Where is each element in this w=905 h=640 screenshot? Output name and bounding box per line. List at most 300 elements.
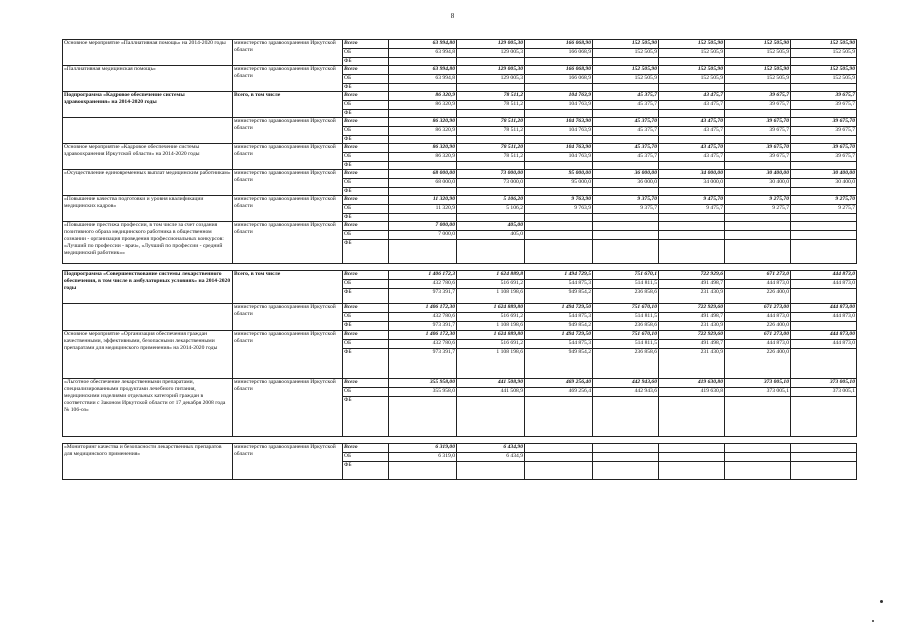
amount-cell bbox=[791, 136, 857, 144]
funding-type-cell: ФБ bbox=[343, 58, 389, 66]
amount-cell: 152 505,9 bbox=[725, 75, 791, 84]
amount-cell: 751 670,10 bbox=[593, 304, 659, 313]
amount-cell: 671 273,00 bbox=[725, 304, 791, 313]
amount-cell bbox=[525, 462, 593, 480]
amount-cell bbox=[791, 214, 857, 222]
amount-cell: 7 000,00 bbox=[389, 222, 457, 231]
amount-cell: 152 505,9 bbox=[593, 49, 659, 58]
amount-cell: 373 005,1 bbox=[725, 388, 791, 397]
amount-cell: 444 873,0 bbox=[791, 313, 857, 322]
amount-cell: 78 511,20 bbox=[457, 144, 525, 153]
amount-cell bbox=[791, 240, 857, 264]
amount-cell bbox=[525, 162, 593, 170]
amount-cell: 11 320,90 bbox=[389, 196, 457, 205]
amount-cell: 405,00 bbox=[457, 222, 525, 231]
amount-cell: 231 430,9 bbox=[659, 349, 725, 379]
amount-cell bbox=[659, 188, 725, 196]
amount-cell bbox=[659, 231, 725, 240]
measure-name-cell: Основное мероприятие «Кадровое обеспечение системы здравоохранения Иркутской области» на 2014-2020 годы bbox=[63, 144, 233, 170]
amount-cell bbox=[791, 322, 857, 331]
amount-cell: 43 475,7 bbox=[659, 153, 725, 162]
amount-cell: 86 320,9 bbox=[389, 92, 457, 101]
spacer-row bbox=[63, 437, 857, 444]
funding-type-cell: ОБ bbox=[343, 340, 389, 349]
funding-type-cell: ОБ bbox=[343, 313, 389, 322]
scan-dot bbox=[880, 600, 883, 603]
spacer-cell bbox=[63, 437, 857, 444]
amount-cell bbox=[659, 453, 725, 462]
amount-cell bbox=[791, 397, 857, 437]
amount-cell bbox=[457, 136, 525, 144]
funding-type-cell: Всего bbox=[343, 92, 389, 101]
amount-cell bbox=[725, 58, 791, 66]
amount-cell: 78 511,20 bbox=[457, 118, 525, 127]
funding-type-cell: Всего bbox=[343, 444, 389, 453]
amount-cell: 236 858,6 bbox=[593, 289, 659, 304]
amount-cell: 444 873,0 bbox=[791, 340, 857, 349]
amount-cell bbox=[725, 110, 791, 118]
amount-cell bbox=[389, 136, 457, 144]
funding-type-cell: ОБ bbox=[343, 75, 389, 84]
funding-type-cell: ОБ bbox=[343, 153, 389, 162]
funding-type-cell: Всего bbox=[343, 304, 389, 313]
amount-cell: 129 005,3 bbox=[457, 75, 525, 84]
executor-cell: Всего, в том числе bbox=[233, 92, 343, 118]
amount-cell: 152 505,9 bbox=[791, 75, 857, 84]
amount-cell: 39 675,7 bbox=[725, 92, 791, 101]
amount-cell bbox=[791, 453, 857, 462]
amount-cell: 73 000,0 bbox=[457, 179, 525, 188]
amount-cell: 95 000,0 bbox=[525, 179, 593, 188]
amount-cell: 5 106,20 bbox=[457, 196, 525, 205]
amount-cell: 166 068,9 bbox=[525, 75, 593, 84]
amount-cell bbox=[725, 397, 791, 437]
amount-cell bbox=[791, 58, 857, 66]
amount-cell bbox=[593, 231, 659, 240]
funding-type-cell: ОБ bbox=[343, 49, 389, 58]
funding-type-cell: Всего bbox=[343, 331, 389, 340]
amount-cell: 444 873,00 bbox=[791, 331, 857, 340]
measure-name-cell: Подпрограмма «Кадровое обеспечение системы здравоохранения» на 2014-2020 годы bbox=[63, 92, 233, 118]
measure-name-cell: «Льготное обеспечение лекарственными препаратами, специализированными продуктами лечебного питания, медицинскими изделиями отдельных категорий граждан в соответствии с Законом Иркутской области от 17 декабря 2008 года № 106-оз» bbox=[63, 379, 233, 437]
budget-table bbox=[62, 39, 857, 480]
amount-cell: 45 375,7 bbox=[593, 127, 659, 136]
amount-cell bbox=[791, 110, 857, 118]
amount-cell: 45 375,70 bbox=[593, 144, 659, 153]
amount-cell: 86 320,90 bbox=[389, 144, 457, 153]
funding-type-cell: Всего bbox=[343, 379, 389, 388]
amount-cell bbox=[593, 397, 659, 437]
amount-cell: 973 391,7 bbox=[389, 289, 457, 304]
measure-name-cell: «Паллиативная медицинская помощь» bbox=[63, 66, 233, 92]
amount-cell: 671 273,00 bbox=[725, 331, 791, 340]
amount-cell: 45 375,7 bbox=[593, 92, 659, 101]
amount-cell bbox=[593, 188, 659, 196]
amount-cell: 68 000,0 bbox=[389, 179, 457, 188]
funding-type-cell: Всего bbox=[343, 170, 389, 179]
amount-cell: 78 511,2 bbox=[457, 127, 525, 136]
amount-cell: 973 391,7 bbox=[389, 349, 457, 379]
amount-cell bbox=[791, 84, 857, 92]
amount-cell bbox=[525, 444, 593, 453]
table-row bbox=[63, 170, 857, 179]
amount-cell: 129 005,3 bbox=[457, 49, 525, 58]
amount-cell bbox=[525, 110, 593, 118]
amount-cell: 441 508,9 bbox=[457, 388, 525, 397]
amount-cell: 949 854,2 bbox=[525, 349, 593, 379]
amount-cell bbox=[457, 188, 525, 196]
amount-cell: 1 108 198,6 bbox=[457, 349, 525, 379]
amount-cell bbox=[389, 214, 457, 222]
amount-cell: 152 505,9 bbox=[659, 75, 725, 84]
funding-type-cell: ОБ bbox=[343, 179, 389, 188]
amount-cell: 39 675,70 bbox=[725, 118, 791, 127]
amount-cell: 226 400,0 bbox=[725, 289, 791, 304]
table-row bbox=[63, 331, 857, 340]
amount-cell: 9 275,7 bbox=[725, 205, 791, 214]
amount-cell bbox=[659, 110, 725, 118]
amount-cell: 514 811,5 bbox=[593, 340, 659, 349]
funding-type-cell: ФБ bbox=[343, 349, 389, 379]
amount-cell bbox=[593, 453, 659, 462]
amount-cell: 7 000,0 bbox=[389, 231, 457, 240]
amount-cell: 104 763,9 bbox=[525, 127, 593, 136]
amount-cell: 6 319,0 bbox=[389, 453, 457, 462]
amount-cell: 43 475,7 bbox=[659, 101, 725, 110]
amount-cell: 152 505,90 bbox=[659, 40, 725, 49]
funding-type-cell: ФБ bbox=[343, 188, 389, 196]
amount-cell bbox=[659, 214, 725, 222]
amount-cell: 516 691,2 bbox=[457, 280, 525, 289]
amount-cell: 68 000,00 bbox=[389, 170, 457, 179]
executor-cell: министерство здравоохранения Иркутской области bbox=[233, 444, 343, 480]
amount-cell: 39 675,70 bbox=[791, 144, 857, 153]
amount-cell bbox=[791, 349, 857, 379]
amount-cell bbox=[457, 397, 525, 437]
amount-cell: 1 406 172,30 bbox=[389, 331, 457, 340]
amount-cell: 152 505,90 bbox=[791, 66, 857, 75]
amount-cell bbox=[457, 214, 525, 222]
amount-cell: 63 994,8 bbox=[389, 49, 457, 58]
measure-name-cell: Основное мероприятие «Организация обеспечения граждан качественными, эффективными, безопасными лекарственными препаратами для медицинского применения» на 2014-2020 годы bbox=[63, 331, 233, 379]
measure-name-cell bbox=[63, 304, 233, 331]
amount-cell: 231 430,9 bbox=[659, 322, 725, 331]
amount-cell bbox=[525, 453, 593, 462]
amount-cell: 152 505,90 bbox=[791, 40, 857, 49]
amount-cell bbox=[725, 136, 791, 144]
amount-cell bbox=[659, 240, 725, 264]
amount-cell: 166 068,90 bbox=[525, 66, 593, 75]
amount-cell: 491 498,7 bbox=[659, 340, 725, 349]
amount-cell bbox=[525, 214, 593, 222]
amount-cell: 236 858,6 bbox=[593, 322, 659, 331]
amount-cell: 1 624 889,80 bbox=[457, 304, 525, 313]
amount-cell: 1 494 729,50 bbox=[525, 331, 593, 340]
funding-type-cell: ФБ bbox=[343, 397, 389, 437]
amount-cell: 166 068,9 bbox=[525, 49, 593, 58]
amount-cell: 1 494 729,50 bbox=[525, 304, 593, 313]
measure-name-cell: Подпрограмма «Совершенствование системы лекарственного обеспечения, в том числе в амбулаторных условиях» на 2014-2020 годы bbox=[63, 271, 233, 304]
amount-cell: 442 943,60 bbox=[593, 379, 659, 388]
amount-cell: 104 763,90 bbox=[525, 144, 593, 153]
amount-cell: 86 320,90 bbox=[389, 118, 457, 127]
table-row bbox=[63, 92, 857, 101]
amount-cell bbox=[659, 136, 725, 144]
executor-cell: министерство здравоохранения Иркутской области bbox=[233, 331, 343, 379]
amount-cell bbox=[725, 162, 791, 170]
amount-cell: 544 875,3 bbox=[525, 340, 593, 349]
amount-cell: 63 994,80 bbox=[389, 66, 457, 75]
amount-cell: 226 400,0 bbox=[725, 349, 791, 379]
amount-cell: 444 873,0 bbox=[791, 280, 857, 289]
amount-cell bbox=[791, 231, 857, 240]
amount-cell: 152 505,9 bbox=[593, 75, 659, 84]
executor-cell: министерство здравоохранения Иркутской области bbox=[233, 40, 343, 66]
amount-cell: 45 375,7 bbox=[593, 153, 659, 162]
amount-cell: 129 005,30 bbox=[457, 40, 525, 49]
funding-type-cell: Всего bbox=[343, 144, 389, 153]
table-row bbox=[63, 66, 857, 75]
amount-cell: 722 929,6 bbox=[659, 271, 725, 280]
table-row bbox=[63, 444, 857, 453]
amount-cell bbox=[389, 397, 457, 437]
amount-cell: 722 929,60 bbox=[659, 331, 725, 340]
amount-cell bbox=[389, 462, 457, 480]
amount-cell: 73 000,00 bbox=[457, 170, 525, 179]
amount-cell: 1 406 172,3 bbox=[389, 271, 457, 280]
amount-cell bbox=[659, 444, 725, 453]
amount-cell bbox=[457, 58, 525, 66]
amount-cell: 86 320,9 bbox=[389, 153, 457, 162]
executor-cell: министерство здравоохранения Иркутской области bbox=[233, 118, 343, 144]
funding-type-cell: ФБ bbox=[343, 84, 389, 92]
funding-type-cell: Всего bbox=[343, 118, 389, 127]
amount-cell bbox=[791, 162, 857, 170]
amount-cell: 43 475,70 bbox=[659, 144, 725, 153]
amount-cell: 86 320,9 bbox=[389, 127, 457, 136]
funding-type-cell: Всего bbox=[343, 66, 389, 75]
amount-cell: 9 275,70 bbox=[725, 196, 791, 205]
amount-cell: 226 400,0 bbox=[725, 322, 791, 331]
amount-cell: 104 763,9 bbox=[525, 153, 593, 162]
amount-cell: 39 675,70 bbox=[791, 118, 857, 127]
amount-cell bbox=[525, 240, 593, 264]
amount-cell: 104 763,9 bbox=[525, 92, 593, 101]
funding-type-cell: ФБ bbox=[343, 214, 389, 222]
amount-cell: 152 505,90 bbox=[593, 66, 659, 75]
amount-cell: 152 505,9 bbox=[659, 49, 725, 58]
funding-type-cell: ФБ bbox=[343, 110, 389, 118]
executor-cell: министерство здравоохранения Иркутской области bbox=[233, 66, 343, 92]
funding-type-cell: Всего bbox=[343, 222, 389, 231]
executor-cell: министерство здравоохранения Иркутской области bbox=[233, 144, 343, 170]
amount-cell: 39 675,7 bbox=[725, 127, 791, 136]
amount-cell: 491 498,7 bbox=[659, 313, 725, 322]
amount-cell bbox=[725, 462, 791, 480]
table-row bbox=[63, 379, 857, 388]
amount-cell: 1 624 889,8 bbox=[457, 271, 525, 280]
amount-cell: 751 670,10 bbox=[593, 331, 659, 340]
amount-cell: 516 691,2 bbox=[457, 313, 525, 322]
table-row bbox=[63, 144, 857, 153]
amount-cell: 751 670,1 bbox=[593, 271, 659, 280]
amount-cell: 516 691,2 bbox=[457, 340, 525, 349]
amount-cell bbox=[593, 136, 659, 144]
amount-cell: 722 929,60 bbox=[659, 304, 725, 313]
amount-cell: 444 873,00 bbox=[791, 304, 857, 313]
amount-cell bbox=[659, 162, 725, 170]
amount-cell: 166 068,90 bbox=[525, 40, 593, 49]
funding-type-cell: Всего bbox=[343, 271, 389, 280]
amount-cell: 152 505,9 bbox=[791, 49, 857, 58]
amount-cell bbox=[457, 84, 525, 92]
amount-cell bbox=[791, 444, 857, 453]
amount-cell: 39 675,7 bbox=[791, 101, 857, 110]
amount-cell bbox=[725, 84, 791, 92]
amount-cell: 63 994,80 bbox=[389, 40, 457, 49]
amount-cell bbox=[659, 84, 725, 92]
spacer-cell bbox=[63, 264, 857, 271]
funding-type-cell: ФБ bbox=[343, 136, 389, 144]
amount-cell: 36 000,0 bbox=[593, 179, 659, 188]
funding-type-cell: ОБ bbox=[343, 280, 389, 289]
amount-cell: 30 400,00 bbox=[725, 170, 791, 179]
amount-cell bbox=[389, 188, 457, 196]
table-row bbox=[63, 222, 857, 231]
page-number: 8 bbox=[450, 12, 455, 20]
amount-cell: 78 511,2 bbox=[457, 153, 525, 162]
amount-cell bbox=[525, 188, 593, 196]
amount-cell bbox=[593, 58, 659, 66]
measure-name-cell: «Мониторинг качества и безопасности лекарственных препаратов для медицинского применения» bbox=[63, 444, 233, 480]
funding-type-cell: Всего bbox=[343, 40, 389, 49]
funding-type-cell: ФБ bbox=[343, 289, 389, 304]
amount-cell: 9 375,7 bbox=[593, 205, 659, 214]
executor-cell: Всего, в том числе bbox=[233, 271, 343, 304]
amount-cell: 95 000,00 bbox=[525, 170, 593, 179]
amount-cell bbox=[659, 462, 725, 480]
amount-cell: 104 763,90 bbox=[525, 118, 593, 127]
funding-type-cell: Всего bbox=[343, 196, 389, 205]
amount-cell: 432 780,6 bbox=[389, 340, 457, 349]
amount-cell: 152 505,9 bbox=[725, 49, 791, 58]
amount-cell bbox=[389, 162, 457, 170]
amount-cell: 39 675,7 bbox=[791, 92, 857, 101]
amount-cell: 355 958,0 bbox=[389, 388, 457, 397]
funding-type-cell: ОБ bbox=[343, 453, 389, 462]
amount-cell: 1 406 172,30 bbox=[389, 304, 457, 313]
executor-cell: министерство здравоохранения Иркутской области bbox=[233, 304, 343, 331]
amount-cell: 45 375,7 bbox=[593, 101, 659, 110]
amount-cell: 63 994,8 bbox=[389, 75, 457, 84]
amount-cell: 1 624 889,80 bbox=[457, 331, 525, 340]
amount-cell: 442 943,6 bbox=[593, 388, 659, 397]
amount-cell bbox=[593, 214, 659, 222]
amount-cell: 373 005,10 bbox=[725, 379, 791, 388]
amount-cell: 11 320,9 bbox=[389, 205, 457, 214]
amount-cell: 36 000,00 bbox=[593, 170, 659, 179]
amount-cell bbox=[389, 240, 457, 264]
table-row bbox=[63, 196, 857, 205]
amount-cell: 34 000,0 bbox=[659, 179, 725, 188]
amount-cell: 441 508,90 bbox=[457, 379, 525, 388]
amount-cell: 432 780,6 bbox=[389, 313, 457, 322]
funding-type-cell: ФБ bbox=[343, 240, 389, 264]
amount-cell: 43 475,7 bbox=[659, 92, 725, 101]
amount-cell: 1 108 198,6 bbox=[457, 289, 525, 304]
amount-cell: 355 958,00 bbox=[389, 379, 457, 388]
amount-cell: 973 391,7 bbox=[389, 322, 457, 331]
amount-cell: 6 434,90 bbox=[457, 444, 525, 453]
amount-cell: 373 005,1 bbox=[791, 388, 857, 397]
amount-cell bbox=[525, 222, 593, 231]
amount-cell: 419 630,80 bbox=[659, 379, 725, 388]
amount-cell: 1 494 729,5 bbox=[525, 271, 593, 280]
amount-cell bbox=[457, 462, 525, 480]
amount-cell: 949 854,2 bbox=[525, 289, 593, 304]
amount-cell: 78 511,2 bbox=[457, 92, 525, 101]
amount-cell: 43 475,7 bbox=[659, 127, 725, 136]
amount-cell bbox=[725, 444, 791, 453]
table-row bbox=[63, 118, 857, 127]
amount-cell: 9 763,90 bbox=[525, 196, 593, 205]
funding-type-cell: ФБ bbox=[343, 462, 389, 480]
amount-cell: 514 811,5 bbox=[593, 313, 659, 322]
amount-cell bbox=[593, 110, 659, 118]
measure-name-cell: «Повышение качества подготовки и уровня квалификации медицинских кадров» bbox=[63, 196, 233, 222]
amount-cell bbox=[725, 222, 791, 231]
amount-cell: 231 430,9 bbox=[659, 289, 725, 304]
amount-cell bbox=[525, 58, 593, 66]
amount-cell bbox=[593, 444, 659, 453]
amount-cell bbox=[791, 462, 857, 480]
amount-cell bbox=[525, 231, 593, 240]
funding-type-cell: ОБ bbox=[343, 127, 389, 136]
amount-cell bbox=[457, 110, 525, 118]
amount-cell: 491 498,7 bbox=[659, 280, 725, 289]
amount-cell: 9 275,70 bbox=[791, 196, 857, 205]
funding-type-cell: ОБ bbox=[343, 205, 389, 214]
amount-cell bbox=[457, 162, 525, 170]
funding-type-cell: ОБ bbox=[343, 231, 389, 240]
amount-cell: 6 319,00 bbox=[389, 444, 457, 453]
amount-cell bbox=[457, 240, 525, 264]
amount-cell: 444 873,0 bbox=[791, 271, 857, 280]
amount-cell: 152 505,90 bbox=[725, 66, 791, 75]
amount-cell: 444 873,0 bbox=[725, 340, 791, 349]
amount-cell: 152 505,90 bbox=[593, 40, 659, 49]
amount-cell: 30 400,00 bbox=[791, 170, 857, 179]
table-row bbox=[63, 271, 857, 280]
amount-cell: 373 005,10 bbox=[791, 379, 857, 388]
amount-cell: 949 854,2 bbox=[525, 322, 593, 331]
executor-cell: министерство здравоохранения Иркутской области bbox=[233, 170, 343, 196]
amount-cell bbox=[659, 222, 725, 231]
amount-cell: 469 256,4 bbox=[525, 388, 593, 397]
amount-cell: 104 763,9 bbox=[525, 101, 593, 110]
amount-cell bbox=[593, 222, 659, 231]
funding-type-cell: ФБ bbox=[343, 322, 389, 331]
amount-cell bbox=[525, 136, 593, 144]
measure-name-cell: Основное мероприятие «Паллиативная помощь» на 2014-2020 годы bbox=[63, 40, 233, 66]
amount-cell: 86 320,9 bbox=[389, 101, 457, 110]
measure-name-cell: «Осуществление единовременных выплат медицинским работникам» bbox=[63, 170, 233, 196]
amount-cell: 1 108 198,6 bbox=[457, 322, 525, 331]
amount-cell bbox=[725, 240, 791, 264]
spacer-row bbox=[63, 264, 857, 271]
amount-cell: 544 875,3 bbox=[525, 280, 593, 289]
scan-dot bbox=[872, 620, 874, 622]
